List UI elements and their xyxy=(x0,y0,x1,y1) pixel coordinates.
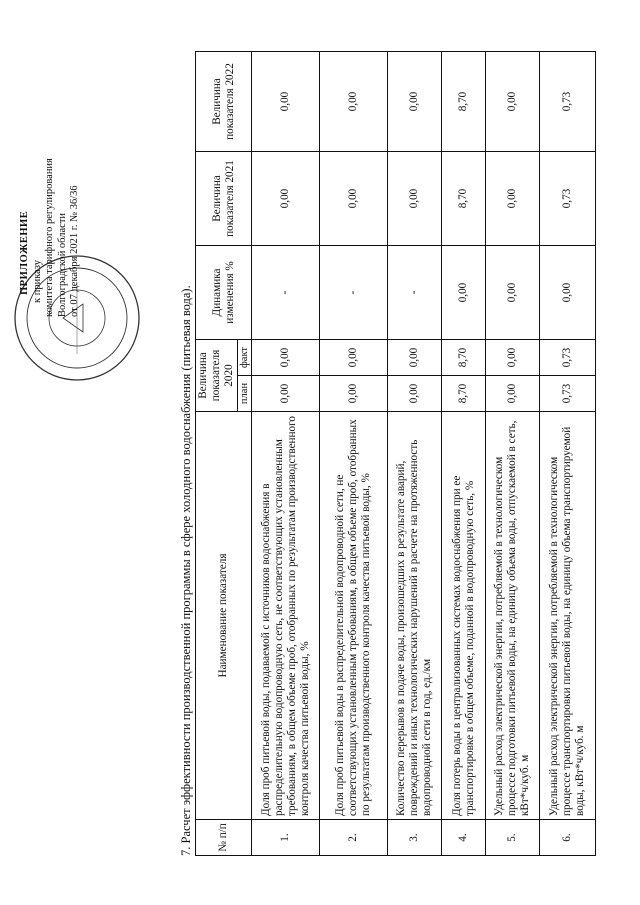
row-plan: 0,00 xyxy=(252,376,320,412)
row-dynamics: 0,00 xyxy=(486,246,540,340)
header-line-2: комитета тарифного регулирования xyxy=(44,158,55,317)
col-header-plan: план xyxy=(238,376,252,412)
header-line-4: от 07 декабря 2021 г. № 36/36 xyxy=(69,185,80,317)
table-row xyxy=(486,52,540,856)
col-header-dynamics: Динамика изменения % xyxy=(196,246,252,340)
row-plan: 8,70 xyxy=(442,376,486,412)
row-num: 1. xyxy=(252,820,320,856)
efficiency-table xyxy=(195,51,596,856)
document-header xyxy=(19,67,82,317)
row-2022: 0,73 xyxy=(540,52,596,152)
row-fact: 0,00 xyxy=(320,340,388,376)
row-2021: 0,00 xyxy=(388,152,442,246)
row-2022: 0,00 xyxy=(320,52,388,152)
section-title: 7. Расчет эффективности производственной программы в сфере холодного водоснабжения (питьевая вода). xyxy=(179,285,193,856)
header-line-3: Волгоградской области xyxy=(56,212,68,317)
table-row xyxy=(540,52,596,856)
col-header-name: Наименование показателя xyxy=(196,412,252,820)
row-fact: 0,00 xyxy=(388,340,442,376)
row-2021: 0,73 xyxy=(540,152,596,246)
rotated-page xyxy=(0,42,586,872)
row-2022: 0,00 xyxy=(252,52,320,152)
row-plan: 0,00 xyxy=(388,376,442,412)
row-dynamics: - xyxy=(252,246,320,340)
row-name: Количество перерывов в подаче воды, произошедших в результате аварий, повреждений и иных технологических нарушений в расчете на протяженность водопроводной сети в год, ед./км xyxy=(388,412,442,820)
row-name: Доля потерь воды в централизованных системах водоснабжения при ее транспортировке в общем объеме, поданной в водопроводную сеть, % xyxy=(442,412,486,820)
row-fact: 0,73 xyxy=(540,340,596,376)
col-header-num: № п/п xyxy=(196,820,252,856)
row-plan: 0,00 xyxy=(486,376,540,412)
row-dynamics: 0,00 xyxy=(442,246,486,340)
row-num: 2. xyxy=(320,820,388,856)
row-2021: 0,00 xyxy=(486,152,540,246)
row-dynamics: - xyxy=(320,246,388,340)
row-name: Удельный расход электрической энергии, потребляемой в технологическом процессе подготовки питьевой воды, на единицу объема воды, отпускаемой в сеть, кВт*ч/куб. м xyxy=(486,412,540,820)
row-plan: 0,73 xyxy=(540,376,596,412)
row-fact: 0,00 xyxy=(486,340,540,376)
row-2022: 8,70 xyxy=(442,52,486,152)
col-header-2021: Величина показателя 2021 xyxy=(196,152,252,246)
row-2021: 0,00 xyxy=(252,152,320,246)
row-num: 4. xyxy=(442,820,486,856)
row-plan: 0,00 xyxy=(320,376,388,412)
table-row xyxy=(320,52,388,856)
table-row xyxy=(252,52,320,856)
col-header-2022: Величина показателя 2022 xyxy=(196,52,252,152)
row-fact: 8,70 xyxy=(442,340,486,376)
table-row xyxy=(388,52,442,856)
row-num: 5. xyxy=(486,820,540,856)
row-name: Доля проб питьевой воды в распределительной водопроводной сети, не соответствующих установленным требованиям, в общем объеме проб, отобранных по результатам производственного контроля качества питьевой воды, % xyxy=(320,412,388,820)
row-dynamics: 0,00 xyxy=(540,246,596,340)
row-fact: 0,00 xyxy=(252,340,320,376)
header-title: ПРИЛОЖЕНИЕ xyxy=(19,210,30,295)
row-2022: 0,00 xyxy=(388,52,442,152)
row-num: 3. xyxy=(388,820,442,856)
table-header-row xyxy=(196,52,238,856)
row-2022: 0,00 xyxy=(486,52,540,152)
row-2021: 0,00 xyxy=(320,152,388,246)
header-line-1: к приказу xyxy=(31,260,43,303)
row-dynamics: - xyxy=(388,246,442,340)
row-2021: 8,70 xyxy=(442,152,486,246)
col-header-2020: Величина показателя 2020 xyxy=(196,340,238,412)
col-header-fact: факт xyxy=(238,340,252,376)
row-name: Удельный расход электрической энергии, потребляемой в технологическом процессе транспортировки питьевой воды, на единицу объема транспортируемой воды, кВт*ч/куб. м xyxy=(540,412,596,820)
row-name: Доля проб питьевой воды, подаваемой с источников водоснабжения в распределительную водопроводную сеть, не соответствующих установленным требованиям, в общем объеме проб, отобранных по результатам производственного контроля качества питьевой воды, % xyxy=(252,412,320,820)
table-row xyxy=(442,52,486,856)
row-num: 6. xyxy=(540,820,596,856)
